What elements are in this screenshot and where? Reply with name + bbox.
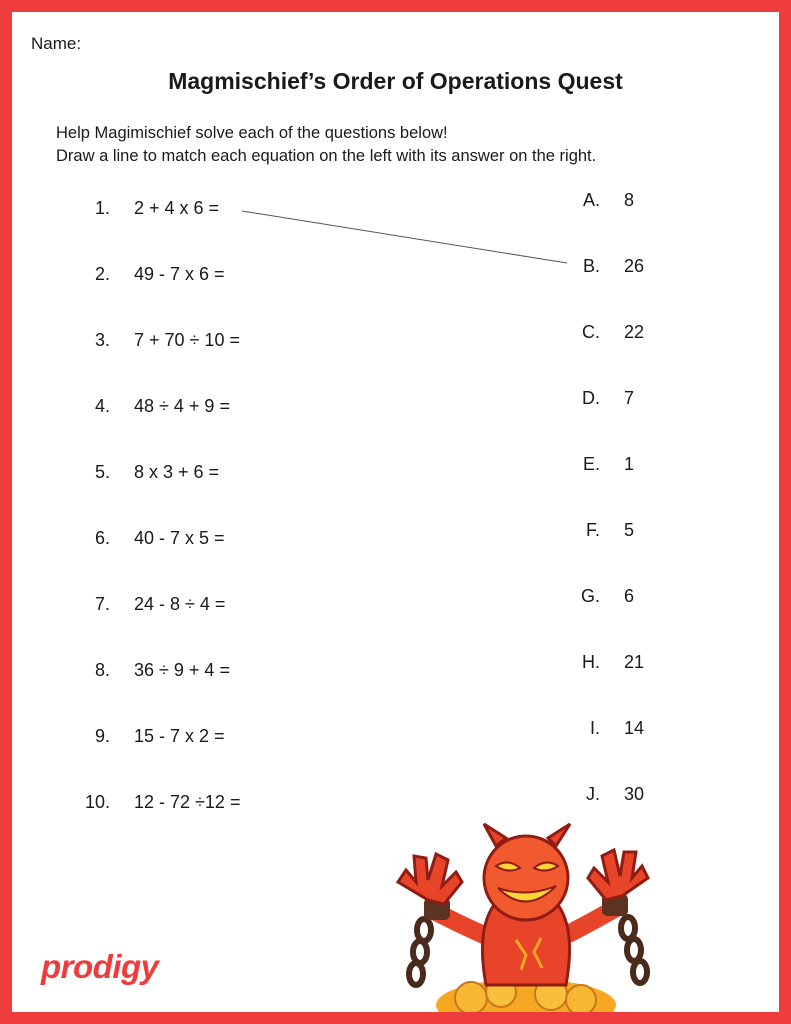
question-expression: 49 - 7 x 6 = [134, 264, 225, 284]
question-number: 1. [94, 198, 110, 218]
answer-value: 30 [624, 784, 645, 804]
question-expression: 36 ÷ 9 + 4 = [134, 660, 230, 680]
question-number: 9. [94, 726, 110, 746]
answer-value: 14 [624, 718, 645, 738]
page-title: Magmischief’s Order of Operations Quest [168, 68, 623, 94]
question-expression: 40 - 7 x 5 = [134, 528, 225, 548]
answer-value: 1 [624, 454, 635, 474]
question-expression: 8 x 3 + 6 = [134, 462, 220, 482]
question-expression: 7 + 70 ÷ 10 = [134, 330, 240, 350]
answer-letter: A. [582, 190, 600, 210]
answer-value: 22 [624, 322, 645, 342]
answer-letter: D. [582, 388, 600, 408]
answer-letter: I. [589, 718, 600, 738]
answer-value: 7 [624, 388, 635, 408]
question-number: 2. [94, 264, 110, 284]
answer-letter: F. [585, 520, 600, 540]
answer-letter: H. [582, 652, 600, 672]
answer-value: 5 [624, 520, 635, 540]
question-number: 4. [94, 396, 110, 416]
question-number: 7. [94, 594, 110, 614]
name-label: Name: [31, 34, 82, 53]
answer-value: 21 [624, 652, 645, 672]
question-number: 10. [84, 792, 110, 812]
answer-letter: J. [585, 784, 600, 804]
answer-value: 26 [624, 256, 645, 276]
answer-letter: G. [580, 586, 600, 606]
question-number: 8. [94, 660, 110, 680]
answer-letter: E. [582, 454, 600, 474]
instruction-line: Draw a line to match each equation on the left with its answer on the right. [56, 147, 597, 165]
answer-letter: B. [582, 256, 600, 276]
question-expression: 48 ÷ 4 + 9 = [134, 396, 230, 416]
answer-value: 8 [624, 190, 635, 210]
instruction-line: Help Magimischief solve each of the questions below! [56, 124, 448, 142]
question-number: 6. [94, 528, 110, 548]
question-expression: 12 - 72 ÷12 = [134, 792, 241, 812]
question-expression: 24 - 8 ÷ 4 = [134, 594, 226, 614]
question-number: 5. [94, 462, 110, 482]
answer-letter: C. [582, 322, 600, 342]
question-expression: 2 + 4 x 6 = [134, 198, 220, 218]
magmischief-mascot-icon [376, 820, 676, 1012]
answer-value: 6 [624, 586, 635, 606]
prodigy-logo: prodigy [41, 948, 159, 985]
question-number: 3. [94, 330, 110, 350]
question-expression: 15 - 7 x 2 = [134, 726, 225, 746]
